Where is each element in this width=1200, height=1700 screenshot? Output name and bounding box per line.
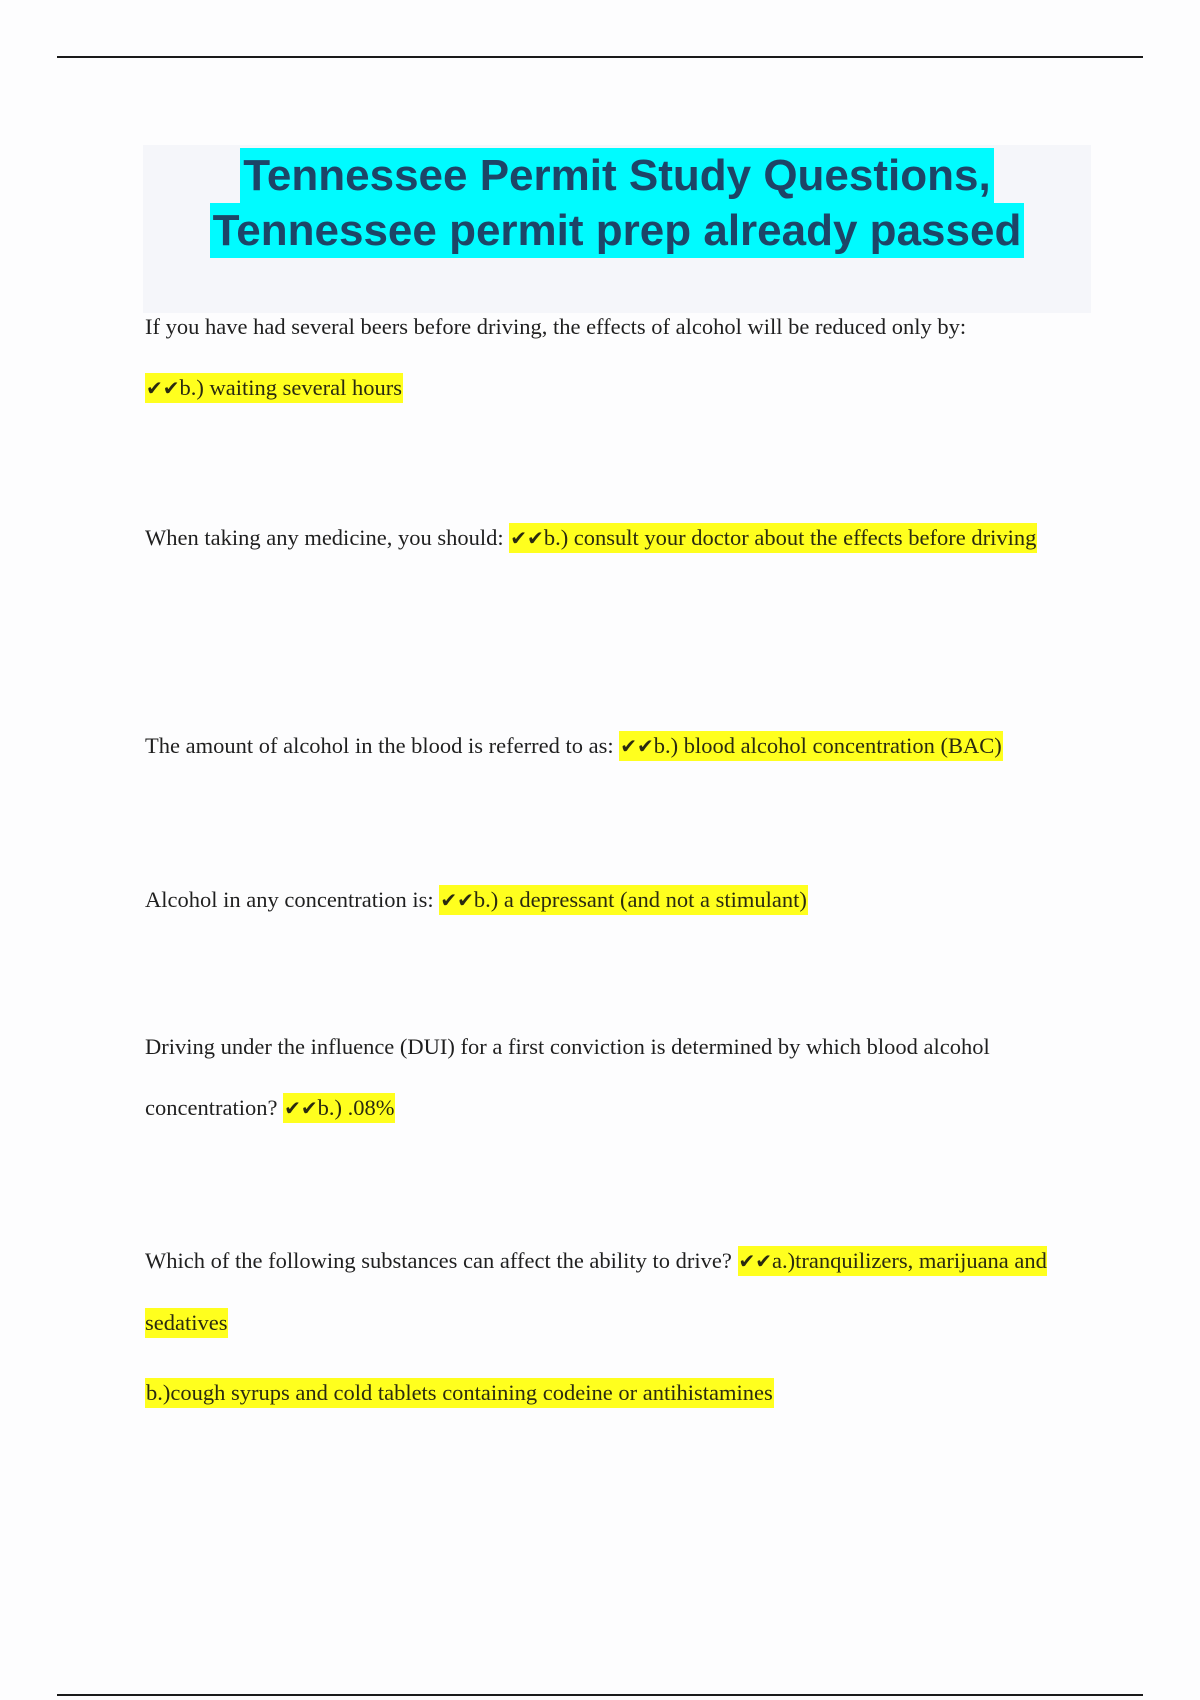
title-line-2: Tennessee permit prep already passed	[210, 203, 1025, 258]
header-rule	[57, 56, 1143, 58]
answer-text: b.)cough syrups and cold tablets containing codeine or antihistamines	[146, 1380, 773, 1405]
double-check-icon: ✔✔	[738, 1249, 773, 1273]
answer-text: b.) blood alcohol concentration (BAC)	[653, 733, 1002, 758]
question-text: Alcohol in any concentration is:	[145, 887, 434, 912]
question-6-extra-answer	[145, 1362, 1095, 1423]
question-6	[145, 1230, 1095, 1353]
answer-highlight	[145, 1378, 774, 1408]
answer-text: a.)tranquilizers, marijuana and sedatives	[145, 1248, 1047, 1335]
document-title	[143, 145, 1091, 258]
title-banner	[143, 145, 1091, 313]
footer-rule	[57, 1694, 1143, 1696]
answer-highlight	[619, 731, 1003, 761]
answer-highlight	[283, 1093, 395, 1123]
double-check-icon: ✔✔	[510, 526, 544, 550]
question-text: Which of the following substances can affect the ability to drive?	[145, 1248, 732, 1273]
question-2	[145, 507, 1095, 569]
question-text: If you have had several beers before driving, the effects of alcohol will be reduced only by:	[145, 314, 967, 339]
answer-text: b.) a depressant (and not a stimulant)	[473, 887, 807, 912]
double-check-icon: ✔✔	[620, 734, 654, 758]
answer-text: b.) .08%	[317, 1095, 395, 1120]
title-line-1: Tennessee Permit Study Questions,	[240, 148, 993, 203]
double-check-icon: ✔✔	[440, 888, 474, 912]
double-check-icon: ✔✔	[146, 376, 180, 400]
question-1	[145, 296, 1095, 419]
question-5	[145, 1016, 1095, 1139]
answer-text: b.) consult your doctor about the effects before driving	[543, 525, 1037, 550]
answer-highlight	[145, 373, 403, 403]
question-3	[145, 715, 1095, 777]
question-text: When taking any medicine, you should:	[145, 525, 504, 550]
answer-text: b.) waiting several hours	[179, 375, 402, 400]
question-text: Driving under the influence (DUI) for a first conviction is determined by which blood alcohol concentration?	[145, 1034, 990, 1120]
double-check-icon: ✔✔	[284, 1096, 318, 1120]
answer-highlight	[509, 523, 1037, 553]
question-text: The amount of alcohol in the blood is referred to as:	[145, 733, 614, 758]
answer-highlight	[439, 885, 808, 915]
question-4	[145, 869, 1095, 931]
